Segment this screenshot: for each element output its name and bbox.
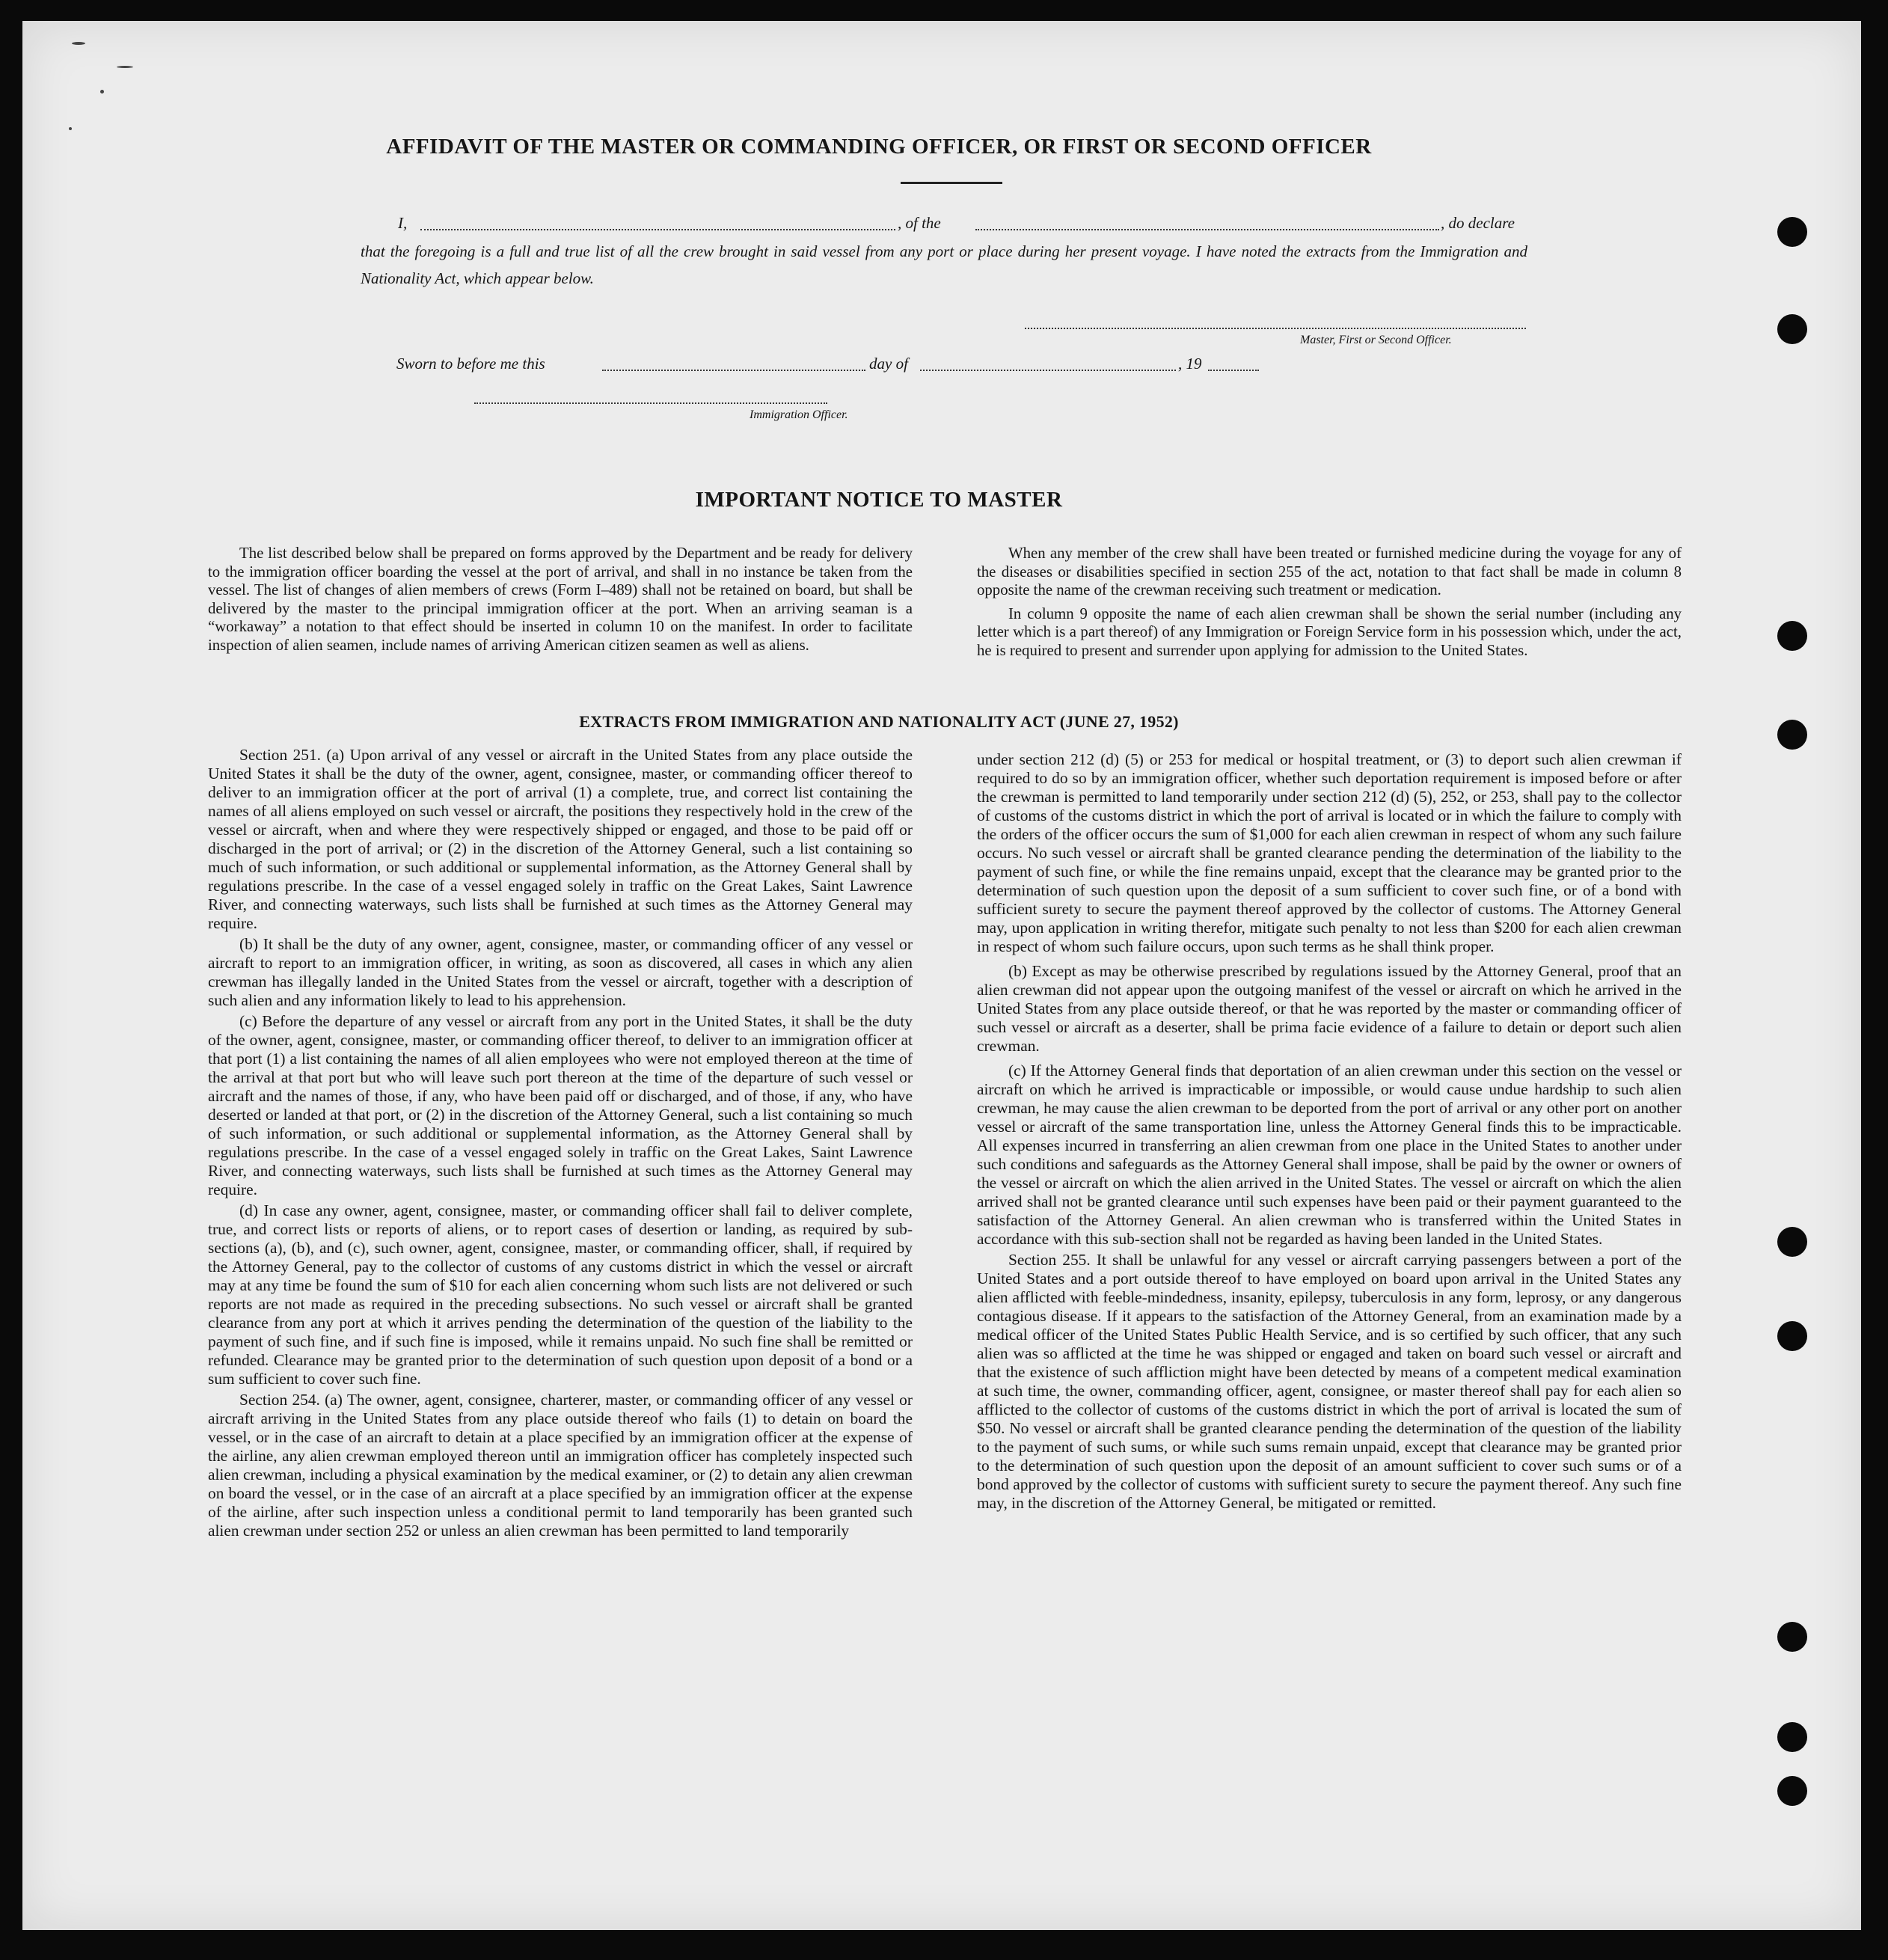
of-the-label: , of the [898,214,941,232]
year-label: , 19 [1178,355,1202,373]
notice-left-paragraph: The list described below shall be prepared on forms approved by the Department and be ready for delivery to the immigration officer boarding the vessel at the port of arrival, and shall in no instance be taken from the vessel. The list of changes of alien members of crews (Form I–489) shall not be retained on board, but shall be delivered by the master to the principal immigration officer at the port. When an arriving seaman is a “workaway” a notation to that effect should be inserted in column 10 on the manifest. In order to facilitate inspection of alien seamen, include names of arriving American citizen seamen as well as aliens. [208,545,913,654]
affidavit-title: AFFIDAVIT OF THE MASTER OR COMMANDING OFFICER, OR FIRST OR SECOND OFFICER [386,135,1372,159]
sworn-line [396,355,1444,377]
section-254-c: (c) If the Attorney General finds that deportation of an alien crewman under this section on the vessel or aircraft on which he arrived is impracticable or impossible, or would cause undue hardship to such alien crewman, he may cause the alien crewman to be deported from the port of arrival or any other port on another vessel or aircraft of the same transportation line, unless the Attorney General finds this to be impracticable. All expenses incurred in transferring an alien crewman from one place in the United States to another under such conditions and safeguards as the Attorney General shall impose, shall be paid by the owner or owners of the vessel or aircraft on which the alien arrived in the United States. The vessel or aircraft on which the alien arrived shall not be granted clearance until such expenses have been paid or their payment guaranteed to the satisfaction of the Attorney General. An alien crewman who is transferred within the United States in accordance with this sub-section shall not be regarded as having been landed in the United States. [977,1062,1682,1248]
section-255: Section 255. It shall be unlawful for any vessel or aircraft carrying passengers between a port of the United States and a port outside thereof to have employed on board upon arrival in the United States any alien afflicted with feeble-mindedness, insanity, epilepsy, tuberculosis in any form, leprosy, or any dangerous contagious disease. If it appears to the satisfaction of the Attorney General, from an examination made by a medical officer of the United States Public Health Service, and is so certified by such officer, that any such alien was so afflicted at the time he was shipped or engaged and taken on board such vessel or aircraft and that the existence of such affliction might have been detected by means of a competent medical examination at such time, the owner, commanding officer, agent, consignee, or master thereof shall pay for each alien so afflicted to the collector of customs of the customs district in which the port of arrival is located the sum of $50. No vessel or aircraft shall be granted clearance pending the determination of the question of the liability to the payment of such sums, or while such sums remain unpaid, except that clearance may be granted prior to the determination of such question upon the deposit of an amount sufficient to cover such sums or of a bond approved by the collector of customs with sufficient surety to secure the payment thereof. Any such fine may, in the discretion of the Attorney General, be mitigated or remitted. [977,1251,1682,1512]
notice-right-paragraph-2: In column 9 opposite the name of each alien crewman shall be shown the serial number (including any letter which is a part thereof) of any Immigration or Foreign Service form in his possession which, under the act, he is required to present and surrender upon applying for admission to the United States. [977,604,1682,659]
section-251-a: Section 251. (a) Upon arrival of any vessel or aircraft in the United States from any place outside the United States it shall be the duty of the owner, agent, consignee, master, or commanding officer thereof to deliver to an immigration officer at the port of arrival (1) a complete, true, and correct list containing the names of all aliens employed on such vessel or aircraft, the positions they respectively hold in the crew of the vessel or aircraft, when and where they were respectively shipped or engaged, and those to be paid off or discharged in the port of arrival; or (2) in the discretion of the Attorney General, such a list containing so much of such information, or such additional or supplemental information, as the Attorney General shall by regulations prescribe. In the case of a vessel engaged solely in traffic on the Great Lakes, Saint Lawrence River, and connecting waterways, such lists shall be furnished at such times as the Attorney General may require. [208,746,913,932]
section-254-a: Section 254. (a) The owner, agent, consignee, charterer, master, or commanding officer of any vessel or aircraft arriving in the United States from any place outside thereof who fails (1) to detain on board the vessel, or in the case of an aircraft to detain at a place specified by an immigration officer at the expense of the airline, any alien crewman employed thereon until an immigration officer has completely inspected such alien crewman, including a physical examination by the medical examiner, or (2) to detain any alien crewman on board the vessel, or in the case of an aircraft at a place specified by an immigration officer at the expense of the airline, after such inspection unless a conditional permit to land temporarily has been granted such alien crewman under section 252 or unless an alien crewman has been permitted to land temporarily [208,1391,913,1540]
i-label: I, [398,214,408,232]
vessel-name-field[interactable] [975,229,1439,230]
binder-hole [1777,1776,1807,1806]
master-signature-label: Master, First or Second Officer. [1300,334,1452,346]
section-254-b: (b) Except as may be otherwise prescribed by regulations issued by the Attorney General, proof that an alien crewman did not appear upon the outgoing manifest of the vessel or aircraft on which he arrived in the United States from any place outside thereof, or that he was reported by the master or commanding officer of such vessel or aircraft as a deserter, shall be prima facie evidence of a failure to detain or deport such alien crewman. [977,962,1682,1055]
binder-hole [1777,1722,1807,1752]
binder-hole [1777,621,1807,651]
scan-speck [72,42,85,45]
binder-hole [1777,1227,1807,1257]
notice-right-paragraph-1: When any member of the crew shall have been treated or furnished medicine during the voyage for any of the diseases or disabilities specified in section 255 of the act, notation to that fact shall be made in column 8 opposite the name of the crewman receiving such treatment or medication. [977,545,1682,598]
do-declare-label: , do declare [1441,214,1515,232]
binder-hole [1777,314,1807,344]
section-251-d: (d) In case any owner, agent, consignee, master, or commanding officer shall fail to deliver complete, true, and correct lists or reports of aliens, or to report cases of desertion or landing, as required by sub-sections (a), (b), and (c), such owner, agent, consignee, master, or commanding officer, shall, if required by the Attorney General, pay to the collector of customs of any customs district in which the vessel or aircraft may at any time be found the sum of $10 for each alien concerning whom such lists are not delivered or such reports are not made as required in the preceding subsections. No such vessel or aircraft shall be granted clearance from any port at which it arrives pending the determination of the question of the liability to the payment of such fine, and if such fine is imposed, while it remains unpaid. No such fine shall be remitted or refunded. Clearance may be granted prior to the determination of such question upon deposit of a bond or a sum sufficient to cover such fine. [208,1201,913,1388]
declarant-name-field[interactable] [420,229,895,230]
section-254-a-continued: under section 212 (d) (5) or 253 for medical or hospital treatment, or (3) to deport such alien crewman if required to do so by an immigration officer, whether such deportation requirement is imposed before or after the crewman is permitted to land temporarily under section 212 (d) (5), 252, or 253, shall pay to the collector of customs of the customs district in which the port of arrival is located or in which the failure to comply with the orders of the officer occurs the sum of $1,000 for each alien crewman in respect of whom any such failure occurs. No such vessel or aircraft shall be granted clearance pending the determination of the liability to the payment of such fine, or while the fine remains unpaid, except that the clearance may be granted prior to the determination of such question upon the deposit of a sum sufficient to cover such fine, or of a bond with sufficient surety to secure the payment thereof approved by the collector of customs. The Attorney General may, upon application in writing therefor, mitigate such penalty to not less than $200 for each alien crewman in respect of whom such failure occurs, upon such terms as he shall think proper. [977,750,1682,955]
notice-title: IMPORTANT NOTICE TO MASTER [695,488,1063,512]
scan-speck [117,66,133,68]
binder-hole [1777,720,1807,750]
sworn-month-field[interactable] [920,370,1176,371]
extracts-right-column [977,750,1682,1513]
section-251-b: (b) It shall be the duty of any owner, agent, consignee, master, or commanding officer of any vessel or aircraft to report to an immigration officer, in writing, as soon as discovered, all cases in which any alien crewman has illegally landed in the United States from the vessel or aircraft, together with a description of such alien and any information likely to lead to his apprehension. [208,935,913,1009]
title-rule [901,182,1002,184]
binder-hole [1777,217,1807,247]
officer-signature-field[interactable] [474,402,827,404]
day-of-label: day of [869,355,908,373]
sworn-day-field[interactable] [602,370,865,371]
master-signature-field[interactable] [1025,328,1526,329]
sworn-label: Sworn to before me this [396,355,545,373]
scan-speck [69,127,72,130]
scan-speck [100,90,104,94]
declarant-line [361,214,1527,236]
notice-left-column [208,545,913,655]
affidavit-body: that the foregoing is a full and true list of all the crew brought in said vessel from any port or place during her present voyage. I have noted the extracts from the Immigration and Nationality Act, which appear below. [361,242,1527,287]
extracts-title: EXTRACTS FROM IMMIGRATION AND NATIONALITY ACT (JUNE 27, 1952) [579,712,1179,731]
binder-hole [1777,1622,1807,1652]
notice-right-column [977,545,1682,660]
binder-hole [1777,1321,1807,1351]
sworn-year-field[interactable] [1208,370,1259,371]
section-251-c: (c) Before the departure of any vessel or aircraft from any port in the United States, it shall be the duty of the owner, agent, consignee, master, or commanding officer thereof, to deliver to an immigration officer at that port (1) a list containing the names of all alien employees who were not employed thereon at the time of the arrival at that port but who will leave such port thereon at the time of the departure of such vessel or aircraft and the names of those, if any, who have been paid off or discharged, and of those, if any, who have deserted or landed at that port, or (2) in the discretion of the Attorney General, such a list containing so much of such information, or such additional or supplemental information, as the Attorney General shall by regulations prescribe. In the case of a vessel engaged solely in traffic on the Great Lakes, Saint Lawrence River, and connecting waterways, such lists shall be furnished at such times as the Attorney General may require. [208,1012,913,1198]
officer-signature-label: Immigration Officer. [750,408,848,421]
extracts-left-column [208,746,913,1540]
